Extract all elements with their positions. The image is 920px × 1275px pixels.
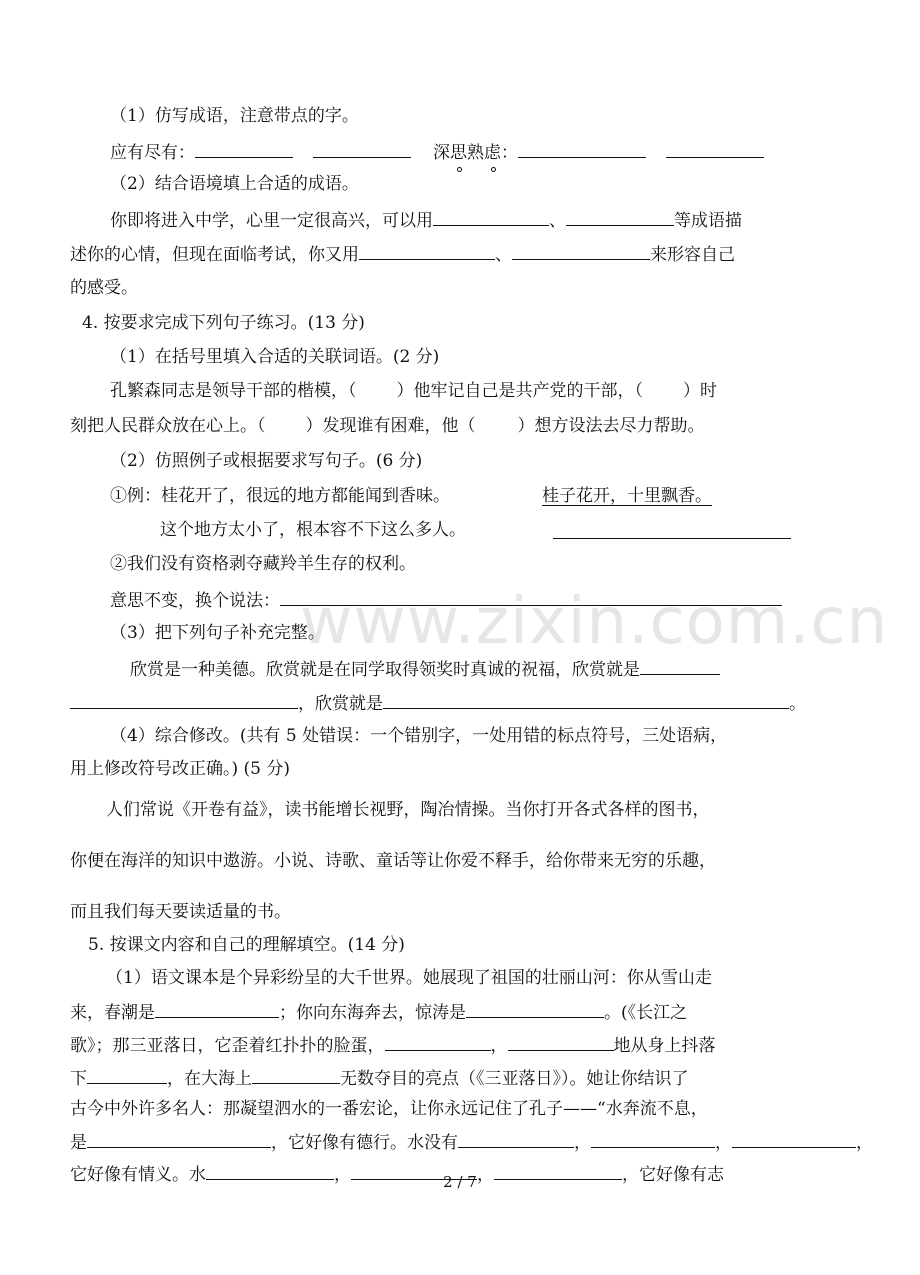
- blank[interactable]: [87, 1065, 167, 1084]
- q4-s3-line1: [130, 656, 720, 682]
- text: ，: [574, 1133, 591, 1153]
- text: 歌》；那三亚落日，它歪着红扑扑的脸蛋，: [70, 1036, 385, 1056]
- q5-title: 5. 按课文内容和自己的理解填空。(14 分): [88, 935, 405, 955]
- text: 来，春潮是: [70, 1003, 155, 1023]
- text: ，: [856, 1133, 873, 1153]
- q5-line5: 古今中外许多名人：那凝望泗水的一番宏论，让你永远记住了孔子——“水奔流不息，: [70, 1099, 708, 1119]
- text: 、: [549, 211, 566, 231]
- blank[interactable]: [359, 241, 495, 260]
- text: ，: [715, 1133, 732, 1153]
- text: 欣赏是一种美德。欣赏就是在同学取得领奖时真诚的祝福，欣赏就是: [130, 660, 640, 680]
- blank[interactable]: [433, 207, 549, 226]
- text: ，: [477, 1165, 494, 1185]
- dotted-char: 思: [450, 143, 467, 163]
- text: 述你的心情，但现在面临考试，你又用: [70, 245, 359, 265]
- answer-line[interactable]: [553, 520, 791, 539]
- text: ，: [490, 1036, 508, 1056]
- q4-s2-question2-line: [110, 587, 782, 613]
- text: ，在大海上: [167, 1069, 252, 1089]
- q4-s2-question1: 这个地方太小了，根本容不下这么多人。: [160, 520, 466, 540]
- q4-s2-question2: ②我们没有资格剥夺藏羚羊生存的权利。: [110, 554, 416, 574]
- q3-idiom-2-char: 深: [433, 143, 450, 163]
- q4-s1-title: （1）在括号里填入合适的关联词语。(2 分): [110, 347, 440, 367]
- dotted-char: 虑: [484, 143, 501, 163]
- text: 等成语描: [674, 211, 742, 231]
- blank[interactable]: [383, 690, 789, 709]
- q5-line4: [70, 1065, 689, 1091]
- text: 下: [70, 1069, 87, 1089]
- blank[interactable]: [732, 1129, 856, 1148]
- q4-s2-example: ①例：桂花开了，很远的地方都能闻到香味。: [110, 486, 450, 506]
- blank[interactable]: [566, 207, 674, 226]
- blank[interactable]: [252, 1065, 340, 1084]
- q3-idiom-2-char: 熟: [467, 143, 484, 163]
- q3-part2-line3: 的感受。: [70, 278, 138, 298]
- q4-s2-example-answer: 桂子花开，十里飘香。: [542, 486, 712, 506]
- blank[interactable]: [70, 690, 298, 709]
- text: ，欣赏就是: [298, 694, 383, 714]
- text: ）发现谁有困难，他（: [305, 416, 476, 436]
- text: 地从身上抖落: [613, 1036, 716, 1056]
- q5-line1: （1）语文课本是个异彩纷呈的大千世界。她展现了祖国的壮丽山河：你从雪山走: [106, 968, 712, 988]
- blank[interactable]: [87, 1129, 271, 1148]
- blank[interactable]: [458, 1129, 574, 1148]
- blank[interactable]: [508, 1032, 614, 1051]
- q4-s1-line2: [70, 414, 705, 438]
- q5-line6: [70, 1129, 873, 1155]
- blank[interactable]: [518, 139, 646, 158]
- q3-part1-title: （1）仿写成语，注意带点的字。: [110, 106, 359, 126]
- q3-part2-line1: [110, 207, 742, 233]
- text: 。: [789, 694, 806, 714]
- text: 。(《长江之: [604, 1003, 688, 1023]
- text: ；你向东海奔去，惊涛是: [279, 1003, 466, 1023]
- q3-part2-title: （2）结合语境填上合适的成语。: [110, 174, 359, 194]
- q4-s1-line1: [110, 379, 717, 403]
- text: ，它好像有德行。水没有: [271, 1133, 458, 1153]
- text: 刻把人民群众放在心上。（: [70, 416, 266, 436]
- text: ）想方设法去尽力帮助。: [517, 416, 705, 436]
- q3-idiom-1: 应有尽有：: [110, 143, 195, 163]
- q4-s4-instructions: （4）综合修改。(共有 5 处错误：一个错别字，一处用错的标点符号，三处语病，: [110, 726, 728, 746]
- q5-line3: [70, 1032, 716, 1058]
- q4-title: 4. 按要求完成下列句子练习。(13 分): [82, 313, 365, 333]
- blank[interactable]: [195, 139, 293, 158]
- q3-part2-line2: [70, 241, 735, 267]
- q5-line2: [70, 999, 687, 1025]
- blank[interactable]: [591, 1129, 715, 1148]
- text: ）他牢记自己是共产党的干部，（: [396, 381, 643, 401]
- text: ，: [334, 1165, 351, 1185]
- text: 是: [70, 1133, 87, 1153]
- q4-s4-passage-line3: 而且我们每天要读适量的书。: [70, 902, 291, 922]
- q4-s3-title: （3）把下列句子补充完整。: [110, 623, 325, 643]
- q3-part1-line: [110, 139, 764, 165]
- blank[interactable]: [640, 656, 720, 675]
- colon: ：: [501, 143, 518, 163]
- q4-s3-line2: [70, 690, 806, 716]
- text: 孔繁森同志是领导干部的楷模，（: [110, 381, 357, 401]
- q4-s4-instructions-cont: 用上修改符号改正确。) (5 分): [70, 759, 291, 779]
- text: 它好像有情义。水: [70, 1165, 206, 1185]
- text: 来形容自己: [650, 245, 735, 265]
- page-number: 2 / 7: [443, 1173, 477, 1191]
- blank[interactable]: [466, 999, 604, 1018]
- answer-line[interactable]: [280, 587, 782, 606]
- text: ，它好像有志: [622, 1165, 724, 1185]
- q4-s4-passage-line1: 人们常说《开卷有益》，读书能增长视野，陶冶情操。当你打开各式各样的图书，: [106, 800, 710, 820]
- blank[interactable]: [155, 999, 279, 1018]
- text: 意思不变，换个说法：: [110, 591, 280, 611]
- text: 无数夺目的亮点（《三亚落日》）。她让你结识了: [340, 1069, 689, 1089]
- blank[interactable]: [666, 139, 764, 158]
- text: 你即将进入中学，心里一定很高兴，可以用: [110, 211, 433, 231]
- q4-s4-passage-line2: 你便在海洋的知识中遨游。小说、诗歌、童话等让你爱不释手，给你带来无穷的乐趣，: [70, 851, 716, 871]
- text: 、: [495, 245, 512, 265]
- q4-s2-title: （2）仿照例子或根据要求写句子。(6 分): [110, 451, 423, 471]
- text: ）时: [683, 381, 717, 401]
- watermark: www.zixin.com.cn: [300, 585, 889, 659]
- blank[interactable]: [512, 241, 650, 260]
- blank[interactable]: [385, 1032, 491, 1051]
- blank[interactable]: [313, 139, 411, 158]
